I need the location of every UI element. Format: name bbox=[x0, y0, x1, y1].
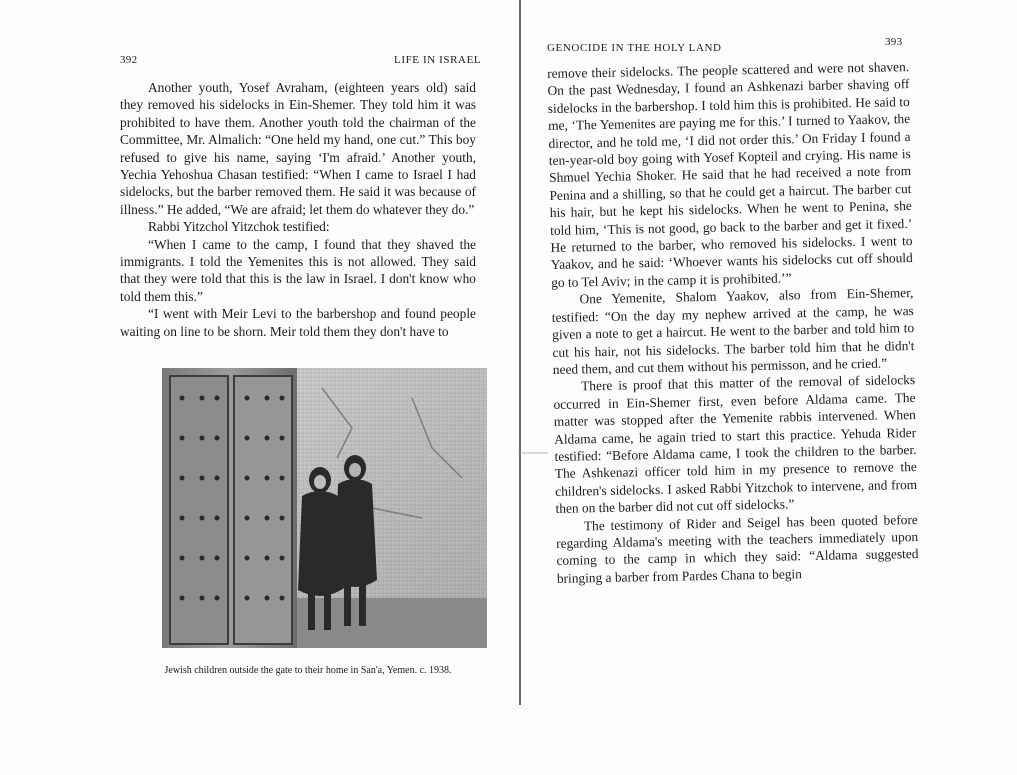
scan-smudge bbox=[518, 452, 548, 454]
page-number: 393 bbox=[885, 36, 903, 48]
photograph bbox=[162, 368, 487, 648]
paragraph: “I went with Meir Levi to the barbershop and found people waiting on line to be shorn. Meir told them they don't have to bbox=[120, 306, 476, 339]
running-head: LIFE IN ISRAEL bbox=[394, 54, 482, 66]
photo-caption: Jewish children outside the gate to their home in San'a, Yemen. c. 1938. bbox=[164, 665, 452, 676]
paragraph: One Yemenite, Shalom Yaakov, also from Ein-Shemer, testified: “On the day my nephew arrived at the camp, he was given a note to get a haircut. He went to the barber and told him to cut his hair, not his sidelocks. The barber told him that he didn't need them, and cut them without his permisson, and he cried.” bbox=[551, 285, 915, 377]
paragraph: Rabbi Yitzchol Yitzchok testified: bbox=[148, 219, 330, 235]
paragraph: There is proof that this matter of the removal of sidelocks occurred in Ein-Shemer first, even before Aldama came. The matter was stopped after the Yemenite rabbis intervened. When Aldama came, he again tried to start this practice. Yehuda Rider testified: “Before Aldama came, I took the children to the barber. The Ashkenazi officer told him in my presence to remove the children's sidelocks. I asked Rabbi Yitzchok to intervene, and from then on the barber did not cut off sidelocks.” bbox=[553, 372, 918, 517]
paragraph: Another youth, Yosef Avraham, (eighteen years old) said they removed his sidelocks in Ein-Shemer. They told him it was prohibited to have them. Another youth told the chairman of the Committee, Mr. Almalich: “One held my hand, one cut.” This boy refused to give his name, saying ‘I'm afraid.’ Another youth, Yechia Yehoshua Chasan testified: “When I came to Israel I had sidelocks, but the barber removed them. He said it was because of illness.” He added, “We are afraid; let them do whatever they do.” bbox=[120, 80, 476, 217]
body-text bbox=[120, 79, 476, 340]
body-text bbox=[547, 58, 919, 587]
book-spine bbox=[519, 0, 521, 705]
paragraph: remove their sidelocks. The people scattered and were not shaven. On the past Wednesday, I found an Ashkenazi barber shaving off sidelocks in the barbershop. I told him this is prohibited. He said to me, ‘The Yemenites are paying me for this.’ I turned to Yaakov, the director, and he told me, ‘I did not order this.’ On Friday I found a ten-year-old boy going with Yosef Kopteil and crying. His name is Shmuel Yechia Shoker. He said that he had received a note from Penina and a shilling, so that he could get a haircut. The barber cut his hair, but he kept his sidelocks. When he went to Penina, she told him, ‘This is not good, go back to the barber and get it fixed.’ He returned to the barber, who removed his sidelocks. I went to Yaakov, and he said: ‘Whoever wants his sidelocks cut off should go to Tel Aviv; in the camp it is prohibited.’” bbox=[547, 59, 913, 290]
paragraph: “When I came to the camp, I found that they shaved the immigrants. I told the Yemenites this is not allowed. They said that they were told that this is the law in Israel. I don't know who told them this.” bbox=[120, 236, 476, 304]
paragraph: The testimony of Rider and Seigel has been quoted before regarding Aldama's meeting with the teachers immediately upon coming to the camp in which they said: “Aldama suggested bringing a barber from Pardes Chana to begin bbox=[556, 511, 919, 586]
running-head: GENOCIDE IN THE HOLY LAND bbox=[547, 42, 722, 54]
page-number: 392 bbox=[120, 54, 138, 66]
